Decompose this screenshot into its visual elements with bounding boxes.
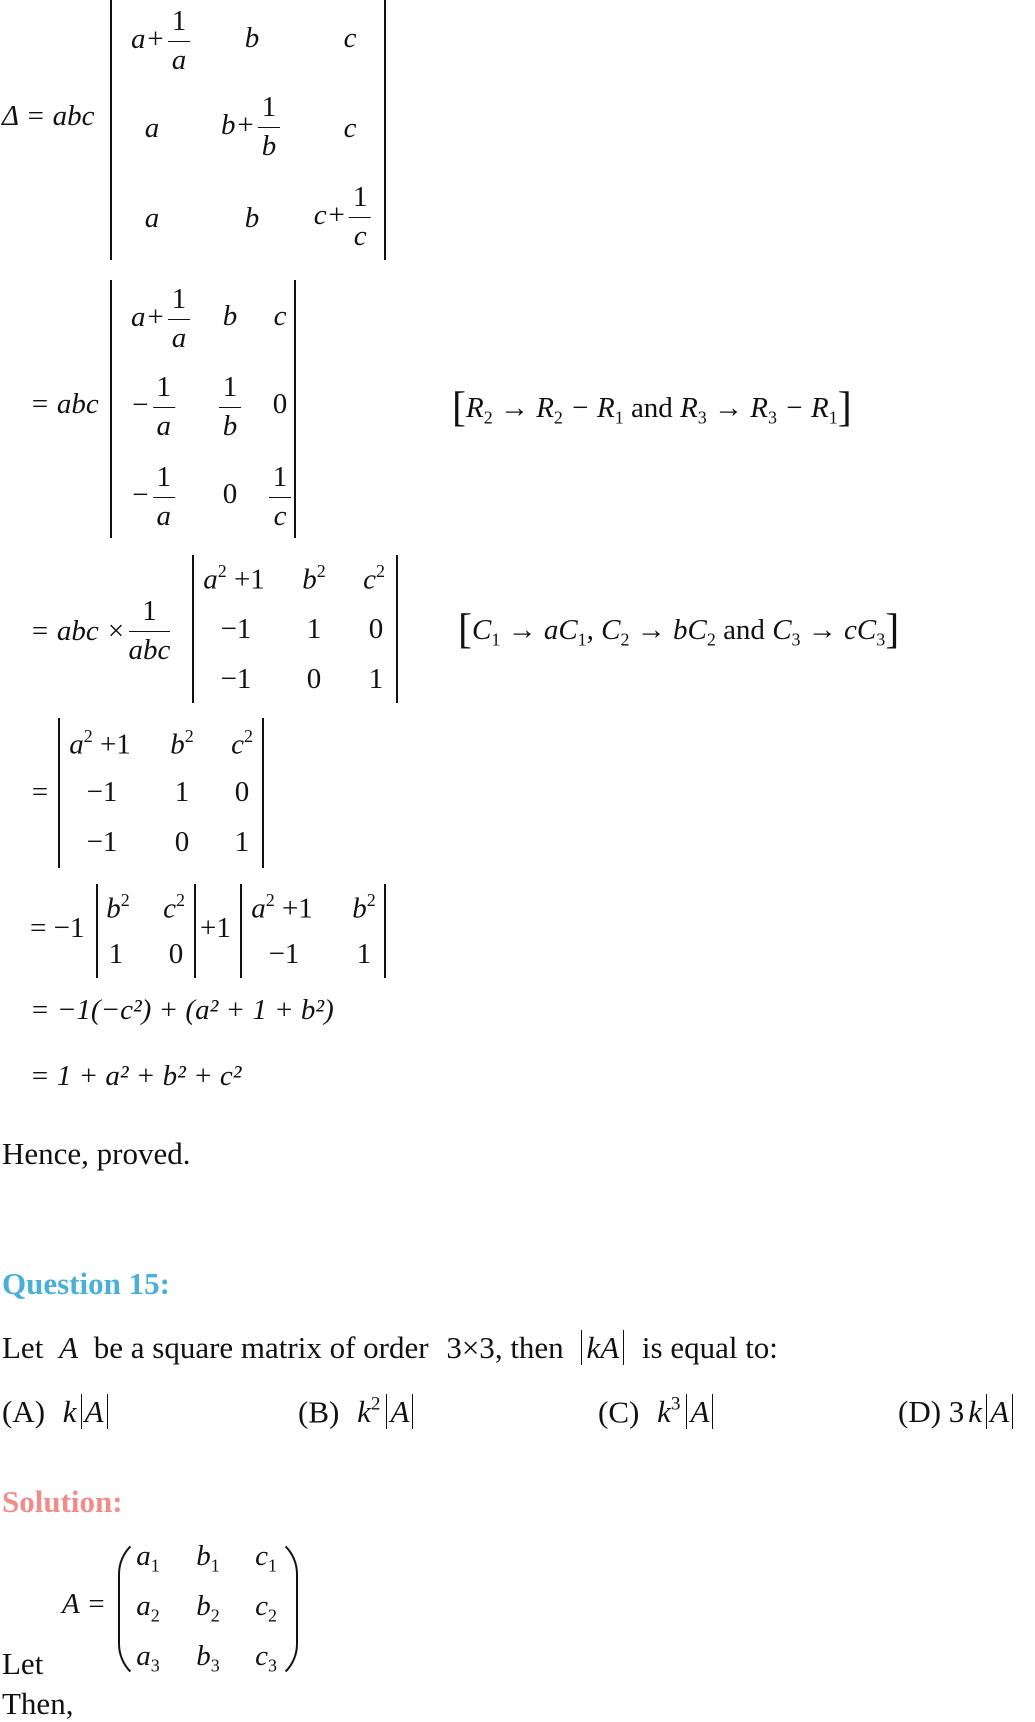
d2-r3c3: $\frac{1}{c}$ xyxy=(266,462,294,533)
d4-r3c2: 0 xyxy=(174,826,190,858)
stem-post: , then xyxy=(494,1330,564,1365)
step3-frac-den: abc xyxy=(128,633,171,666)
d4-r2c2: 1 xyxy=(174,776,190,808)
option-d-label: (D) 3 xyxy=(898,1394,965,1429)
ma-r2c3: $c_2$ xyxy=(255,1590,277,1626)
d3-r3c2: 0 xyxy=(306,663,322,695)
step2-prefix-text: = abc xyxy=(30,388,99,420)
d3-r1c3: $c^2$ xyxy=(363,561,385,596)
d2-r1c1: a+ $\frac{1}{a}$ xyxy=(131,284,193,355)
step1-lhs-text: Δ = abc xyxy=(2,100,95,132)
step2-determinant xyxy=(110,280,296,538)
step5-prefix-text: = −1 xyxy=(30,912,85,944)
d5b-r1c2: $b^2$ xyxy=(352,890,376,925)
step3-note-and: and xyxy=(723,614,765,646)
option-a-expr: k A xyxy=(63,1394,108,1429)
option-c-expr: $k^3$ A xyxy=(657,1394,713,1429)
d5b-r1c1: $a^2 +1$ xyxy=(251,890,313,925)
solution-heading: Solution: xyxy=(2,1484,123,1519)
step5-prefix xyxy=(30,912,84,945)
option-b xyxy=(298,1394,413,1430)
question-heading: Question 15: xyxy=(2,1266,170,1301)
stem-matrix-a: A xyxy=(59,1330,78,1365)
ma-r2c1: $a_2$ xyxy=(136,1590,160,1626)
d2-r2c3: 0 xyxy=(272,388,288,420)
d1-r2c1: a xyxy=(144,112,160,144)
option-c xyxy=(598,1394,713,1430)
option-d xyxy=(898,1394,1013,1430)
d4-r1c3: $c^2$ xyxy=(231,726,253,761)
d3-r2c2: 1 xyxy=(306,613,322,645)
d4-r2c1: −1 xyxy=(86,776,118,808)
stem-order: 3×3 xyxy=(446,1330,495,1365)
d1-r1c2: b xyxy=(244,22,260,54)
d5a-r2c1: 1 xyxy=(108,938,124,970)
step3-frac-num: 1 xyxy=(142,595,157,627)
step4-prefix xyxy=(30,776,50,809)
d2-r2c2: $\frac{1}{b}$ xyxy=(216,372,244,443)
matrix-a-lhs: A = xyxy=(62,1588,107,1620)
d4-r2c3: 0 xyxy=(234,776,250,808)
step7-text: = 1 + a² + b² + c² xyxy=(30,1060,242,1092)
question-stem xyxy=(2,1330,778,1366)
d5a-r2c2: 0 xyxy=(168,938,184,970)
step2-prefix xyxy=(30,388,99,421)
stem-end: is equal to: xyxy=(641,1330,778,1365)
step5-minor-2 xyxy=(240,884,386,978)
d3-r1c2: $b^2$ xyxy=(302,561,326,596)
ma-r3c1: $a_3$ xyxy=(136,1640,160,1676)
d1-r2c2: b+ $\frac{1}{b}$ xyxy=(221,92,283,163)
d1-r2c3: c xyxy=(343,112,357,144)
d3-r1c1: $a^2 +1$ xyxy=(203,561,265,596)
step5-mid xyxy=(200,912,231,945)
step4-prefix-text: = xyxy=(30,776,50,808)
option-b-label: (B) xyxy=(298,1394,340,1430)
ma-r3c2: $b_3$ xyxy=(196,1640,220,1676)
step2-operation-note: [$R_2 \to R_2 - R_1$ and $R_3 \to R_3 - R_1$] xyxy=(452,385,852,431)
option-c-label: (C) xyxy=(598,1394,640,1430)
ma-r1c1: $a_1$ xyxy=(136,1540,160,1576)
matrix-a-entries xyxy=(118,1534,294,1680)
d5a-r1c2: $c^2$ xyxy=(163,890,185,925)
step6 xyxy=(30,994,334,1027)
step6-text: = −1(−c²) + (a² + 1 + b²) xyxy=(30,994,334,1026)
d4-r1c2: $b^2$ xyxy=(170,726,194,761)
d5b-r2c2: 1 xyxy=(356,938,372,970)
d1-r3c3: c+ $\frac{1}{c}$ xyxy=(314,182,374,253)
d3-r2c1: −1 xyxy=(220,613,252,645)
d4-r1c1: $a^2 +1$ xyxy=(69,726,131,761)
step3-prefix-text: = abc × xyxy=(30,614,126,647)
option-b-expr: $k^2$ A xyxy=(357,1394,413,1429)
conclusion: Hence, proved. xyxy=(2,1136,191,1171)
d2-r3c1: − $\frac{1}{a}$ xyxy=(130,462,178,533)
step1-lhs xyxy=(2,100,94,133)
step7 xyxy=(30,1060,241,1093)
d4-r3c3: 1 xyxy=(234,826,250,858)
solution-then: Then, xyxy=(2,1686,74,1721)
d1-r3c2: b xyxy=(244,202,260,234)
ma-r1c2: $b_1$ xyxy=(196,1540,220,1576)
ma-r1c3: $c_1$ xyxy=(255,1540,277,1576)
d1-r1c1: a+ $\frac{1}{a}$ xyxy=(131,6,193,77)
d2-r1c3: c xyxy=(273,300,287,332)
step3-determinant xyxy=(192,555,398,703)
d3-r3c1: −1 xyxy=(220,663,252,695)
step1-determinant xyxy=(110,0,386,260)
d5a-r1c1: $b^2$ xyxy=(106,890,130,925)
step5-minor-1 xyxy=(96,884,196,978)
d1-r3c1: a xyxy=(144,202,160,234)
d3-r2c3: 0 xyxy=(368,613,384,645)
step3-prefix xyxy=(30,596,173,667)
step5-mid-text: +1 xyxy=(200,912,231,944)
solution-let: Let xyxy=(2,1646,44,1681)
option-d-expr: k A xyxy=(968,1394,1013,1429)
d4-r3c1: −1 xyxy=(86,826,118,858)
d5b-r2c1: −1 xyxy=(268,938,300,970)
step4-determinant xyxy=(58,718,264,868)
ma-r3c3: $c_3$ xyxy=(255,1640,277,1676)
step3-operation-note: [$C_1 \to aC_1$, $C_2 \to bC_2$ and $C_3 \to cC_3$] xyxy=(458,607,900,653)
d3-r3c3: 1 xyxy=(368,663,384,695)
stem-mid: be a square matrix of order xyxy=(93,1330,429,1365)
d1-r1c3: c xyxy=(343,22,357,54)
option-a-label: (A) xyxy=(2,1394,46,1429)
stem-abs-ka: kA xyxy=(581,1330,624,1365)
d2-r2c1: − $\frac{1}{a}$ xyxy=(130,372,178,443)
d2-r3c2: 0 xyxy=(222,478,238,510)
step2-note-and: and xyxy=(630,392,673,424)
d2-r1c2: b xyxy=(222,300,238,332)
ma-r2c2: $b_2$ xyxy=(196,1590,220,1626)
stem-pre: Let xyxy=(2,1330,44,1365)
option-a xyxy=(2,1394,108,1430)
